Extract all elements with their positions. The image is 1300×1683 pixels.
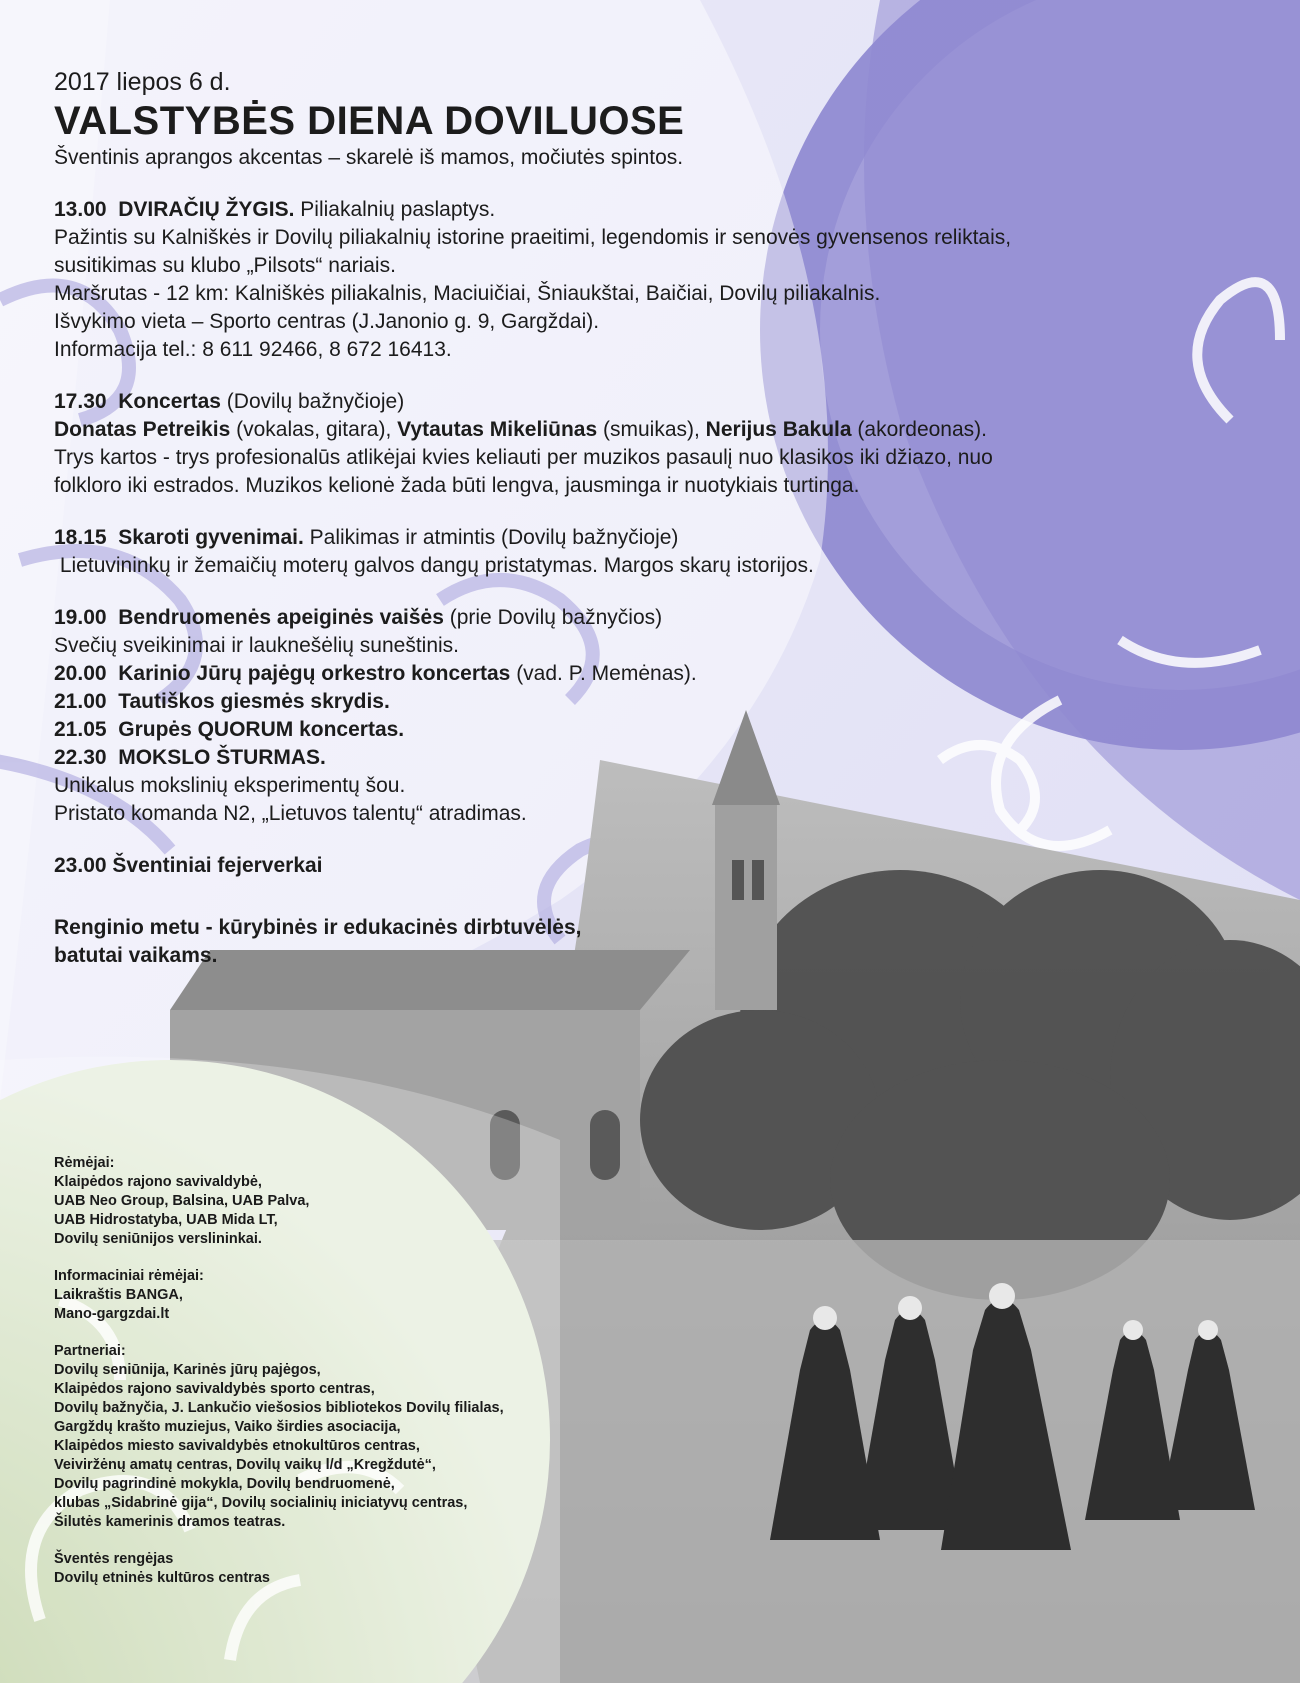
event-time: 13.00 [54,198,107,221]
event-text: Pristato komanda N2, „Lietuvos talentų“ atradimas. [54,802,527,825]
event-time: 23.00 [54,854,107,877]
sponsors-heading: Informaciniai rėmėjai: [54,1268,204,1284]
partner-line: Gargždų krašto muziejus, Vaiko širdies asociacija, [54,1419,401,1435]
partner-line: Klaipėdos rajono savivaldybės sporto centras, [54,1381,375,1397]
footer-line: Renginio metu - kūrybinės ir edukacinės dirbtuvėlės, [54,916,582,939]
event-time: 17.30 [54,390,107,413]
event-name: Bendruomenės apeiginės vaišės [118,606,444,629]
event-time: 21.05 [54,718,107,741]
event-date: 2017 liepos 6 d. [54,68,231,96]
sponsor-line: Klaipėdos rajono savivaldybė, [54,1174,262,1190]
event-text: Maršrutas - 12 km: Kalniškės piliakalnis, Maciuičiai, Šniaukštai, Baičiai, Dovilų piliakalnis. [54,282,881,305]
page-subtitle: Šventinis aprangos akcentas – skarelė iš mamos, močiutės spintos. [54,146,684,169]
event-name: Tautiškos giesmės skrydis. [118,690,390,713]
event-heading [54,604,1254,632]
partner-line: Šilutės kamerinis dramos teatras. [54,1514,286,1530]
event-time: 19.00 [54,606,107,629]
event-concert [54,388,1254,500]
event-heading [54,852,1254,880]
sponsor-line: Mano-gargzdai.lt [54,1306,170,1322]
event-text: Išvykimo vieta – Sporto centras (J.Janonio g. 9, Gargždai). [54,310,600,333]
event-heading [54,716,1254,744]
sponsors-heading: Šventės rengėjas [54,1551,174,1567]
sponsors-list [54,1154,614,1606]
event-desc: Palikimas ir atmintis (Dovilų bažnyčioje) [309,526,679,549]
event-heading [54,688,1254,716]
organizer-line: Dovilų etninės kultūros centras [54,1570,270,1586]
partner-line: Dovilų seniūnija, Karinės jūrų pajėgos, [54,1362,321,1378]
performer-name: Nerijus Bakula [705,418,852,441]
event-scarves [54,524,1254,580]
event-name: Koncertas [118,390,221,413]
event-extra: (vad. P. Memėnas). [516,662,697,685]
footer-line: batutai vaikams. [54,944,218,967]
event-heading [54,524,1254,552]
performer-name: Donatas Petreikis [54,418,231,441]
partner-line: Dovilų pagrindinė mokykla, Dovilų bendruomenė, [54,1476,395,1492]
event-time: 20.00 [54,662,107,685]
event-name: Šventiniai fejerverkai [112,854,323,877]
event-place: (prie Dovilų bažnyčios) [449,606,663,629]
event-text: Informacija tel.: 8 611 92466, 8 672 16413. [54,338,452,361]
event-evening [54,604,1254,828]
performer-name: Vytautas Mikeliūnas [397,418,598,441]
page-title: VALSTYBĖS DIENA DOVILUOSE [54,99,685,143]
event-name: DVIRAČIŲ ŽYGIS. [118,198,295,221]
event-bike-tour [54,196,1254,364]
partner-line: Veiviržėnų amatų centras, Dovilų vaikų l/d „Kregždutė“, [54,1457,436,1473]
performer-role: (vokalas, gitara), [236,418,392,441]
sponsor-line: UAB Neo Group, Balsina, UAB Palva, [54,1193,310,1209]
workshops-note [54,914,1254,970]
performer-role: (akordeonas). [857,418,987,441]
event-heading [54,388,1254,416]
info-sponsors-group [54,1267,614,1324]
sponsors-heading: Rėmėjai: [54,1155,115,1171]
event-time: 21.00 [54,690,107,713]
performer-role: (smuikas), [602,418,700,441]
organizer-group [54,1550,614,1588]
event-text: Pažintis su Kalniškės ir Dovilų piliakalnių istorine praeitimi, legendomis ir senovės gyvensenos reliktais, [54,226,1012,249]
event-time: 22.30 [54,746,107,769]
sponsor-line: UAB Hidrostatyba, UAB Mida LT, [54,1212,278,1228]
event-text: Lietuvininkų ir žemaičių moterų galvos dangų pristatymas. Margos skarų istorijos. [54,554,814,577]
program-content [54,66,1254,970]
event-desc: Piliakalnių paslaptys. [300,198,496,221]
event-name: Skaroti gyvenimai. [118,526,304,549]
event-heading [54,660,1254,688]
sponsor-line: Dovilų seniūnijos verslininkai. [54,1231,262,1247]
event-place: (Dovilų bažnyčioje) [226,390,405,413]
partner-line: Dovilų bažnyčia, J. Lankučio viešosios bibliotekos Dovilų filialas, [54,1400,504,1416]
event-name: Karinio Jūrų pajėgų orkestro koncertas [118,662,511,685]
partner-line: Klaipėdos miesto savivaldybės etnokultūros centras, [54,1438,420,1454]
event-text: susitikimas su klubo „Pilsots“ nariais. [54,254,396,277]
performers [54,416,1254,444]
event-text: Svečių sveikinimai ir lauknešėlių suneštinis. [54,634,460,657]
event-text: Trys kartos - trys profesionalūs atlikėjai kvies keliauti per muzikos pasaulį nuo klasikos iki džiazo, nuo [54,446,993,469]
partners-group [54,1342,614,1532]
sponsors-heading: Partneriai: [54,1343,126,1359]
event-heading [54,744,1254,772]
event-text: folkloro iki estrados. Muzikos kelionė žada būti lengva, jausminga ir nuotykiais turtinga. [54,474,860,497]
event-heading [54,196,1254,224]
sponsors-group [54,1154,614,1249]
event-fireworks [54,852,1254,880]
partner-line: klubas „Sidabrinė gija“, Dovilų socialinių iniciatyvų centras, [54,1495,468,1511]
event-name: Grupės QUORUM koncertas. [118,718,405,741]
event-name: MOKSLO ŠTURMAS. [118,746,326,769]
event-text: Unikalus mokslinių eksperimentų šou. [54,774,406,797]
event-time: 18.15 [54,526,107,549]
sponsor-line: Laikraštis BANGA, [54,1287,183,1303]
